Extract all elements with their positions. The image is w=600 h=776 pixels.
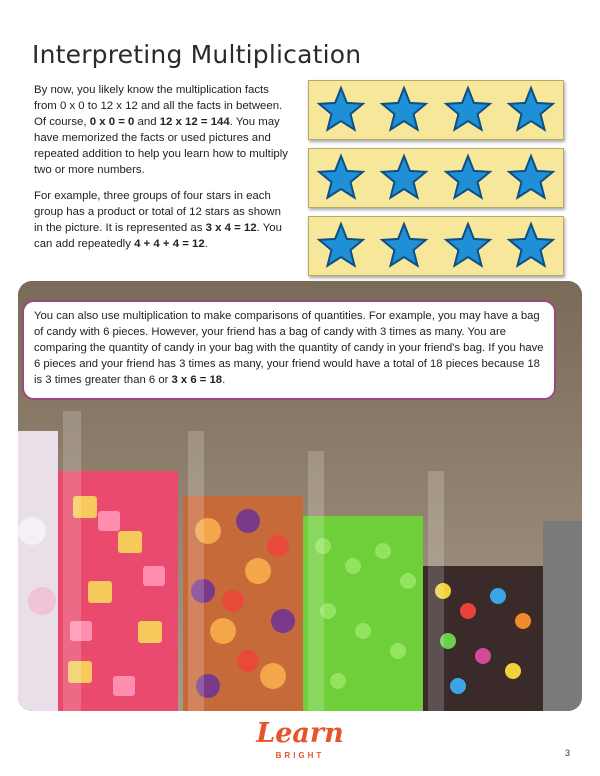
star-icon <box>443 221 493 271</box>
star-icon <box>316 221 366 271</box>
star-group <box>308 80 564 140</box>
star-group <box>308 148 564 208</box>
page-title: Interpreting Multiplication <box>32 40 362 69</box>
star-icon <box>443 153 493 203</box>
star-icon <box>506 221 556 271</box>
logo-main-text: Learn <box>256 718 344 749</box>
star-icon <box>316 153 366 203</box>
intro-paragraph: By now, you likely know the multiplication facts from 0 x 0 to 12 x 12 and all the facts in between. Of course, 0 x 0 = 0 and 12 x 12 = 144. You may have memorized the facts or used pictures and repeated addition to help you learn how to multiply two or more numbers. <box>34 84 288 176</box>
star-icon <box>379 153 429 203</box>
star-icon <box>443 85 493 135</box>
logo-sub-text: BRIGHT <box>275 751 325 760</box>
star-groups-figure <box>308 80 564 284</box>
star-icon <box>379 221 429 271</box>
star-icon <box>506 153 556 203</box>
star-icon <box>506 85 556 135</box>
star-group <box>308 216 564 276</box>
learn-bright-logo <box>250 718 350 768</box>
page-number: 3 <box>565 748 571 758</box>
example-paragraph: For example, three groups of four stars in each group has a product or total of 12 stars as shown in the picture. It is represented as 3 x 4 = 12. You can add repeatedly 4 + 4 + 4 = 12. <box>34 190 282 250</box>
star-icon <box>379 85 429 135</box>
star-icon <box>316 85 366 135</box>
comparison-callout: You can also use multiplication to make comparisons of quantities. For example, you may have a bag of candy with 6 pieces. However, your friend has a bag of candy with 3 times as many. You are comparing the quantity of candy in your bag with the quantity of candy in your friend's bag. If you have 6 pieces and your friend has 3 times as many, your friend would have a total of 18 pieces because 18 is 3 times greater than 6 or 3 x 6 = 18. <box>22 300 556 400</box>
